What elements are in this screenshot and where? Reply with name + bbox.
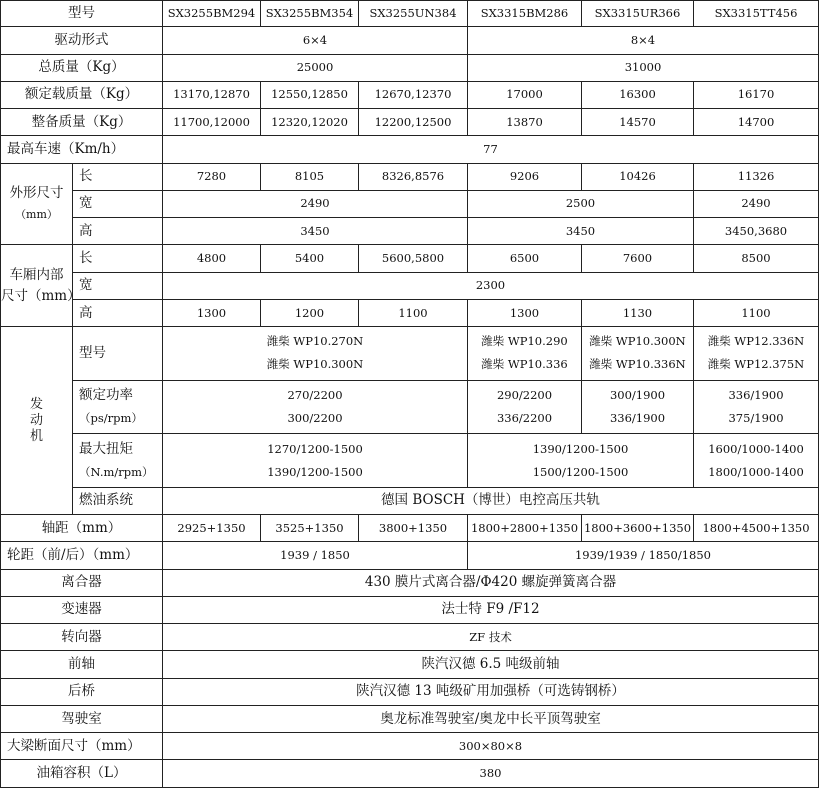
cell-value: 8326,8576 — [359, 163, 468, 190]
cell-value: 2490 — [694, 190, 819, 217]
cell-value: 陕汽汉德 13 吨级矿用加强桥（可选铸钢桥） — [163, 678, 819, 705]
cell-value: 3525+1350 — [261, 515, 359, 542]
cell-value: 5600,5800 — [359, 245, 468, 272]
cell-value: 3450,3680 — [694, 218, 819, 245]
header-row — [1, 1, 819, 27]
cell-value: 1270/1200-1500 1390/1200-1500 — [163, 434, 468, 488]
sub-label: 最大扭矩 （N.m/rpm） — [73, 434, 163, 488]
cell-value: 1200 — [261, 299, 359, 326]
fuel-tank-row — [1, 760, 819, 788]
cab-row — [1, 705, 819, 732]
cell-value: 14700 — [694, 109, 819, 136]
sub-label: 宽 — [73, 190, 163, 217]
cell-value: 1800+4500+1350 — [694, 515, 819, 542]
cell-value: 6500 — [468, 245, 582, 272]
frame-row — [1, 733, 819, 760]
rear-axle-row — [1, 678, 819, 705]
cell-value: 16300 — [582, 81, 694, 108]
cell-value: 1600/1000-1400 1800/1000-1400 — [694, 434, 819, 488]
row-label: 离合器 — [1, 569, 163, 596]
cell-value: 380 — [163, 760, 819, 788]
cell-value: 潍柴 WP10.270N 潍柴 WP10.300N — [163, 327, 468, 381]
row-label: 前轴 — [1, 651, 163, 678]
cell-value: 17000 — [468, 81, 582, 108]
cell-value: 11700,12000 — [163, 109, 261, 136]
cell-value: 6×4 — [163, 27, 468, 54]
box-dims-label: 车厢内部 尺寸（mm） — [1, 245, 73, 327]
cell-value: 3800+1350 — [359, 515, 468, 542]
row-label: 后桥 — [1, 678, 163, 705]
cell-value: 1800+2800+1350 — [468, 515, 582, 542]
cell-value: 12670,12370 — [359, 81, 468, 108]
cell-value: 2500 — [468, 190, 694, 217]
model-name: SX3315BM286 — [468, 1, 582, 27]
row-label: 轮距（前/后）（mm） — [1, 542, 163, 569]
sub-label: 长 — [73, 245, 163, 272]
row-label: 额定载质量（Kg） — [1, 81, 163, 108]
row-label: 驾驶室 — [1, 705, 163, 732]
cell-value: 300/1900 336/1900 — [582, 380, 694, 434]
cell-value: 14570 — [582, 109, 694, 136]
cell-value: 奥龙标准驾驶室/奥龙中长平顶驾驶室 — [163, 705, 819, 732]
gearbox-row — [1, 596, 819, 623]
cell-value: 1300 — [163, 299, 261, 326]
cell-value: 2925+1350 — [163, 515, 261, 542]
cell-value: 12320,12020 — [261, 109, 359, 136]
drive-row — [1, 27, 819, 54]
cell-value: 31000 — [468, 54, 819, 81]
cell-value: 1100 — [694, 299, 819, 326]
model-name: SX3315UR366 — [582, 1, 694, 27]
cell-value: 潍柴 WP10.290 潍柴 WP10.336 — [468, 327, 582, 381]
rated-load-row — [1, 81, 819, 108]
cell-value: 13870 — [468, 109, 582, 136]
row-label: 驱动形式 — [1, 27, 163, 54]
cell-value: 5400 — [261, 245, 359, 272]
row-label: 转向器 — [1, 624, 163, 651]
row-label: 油箱容积（L） — [1, 760, 163, 788]
outer-width-row — [1, 190, 819, 217]
cell-value: 300×80×8 — [163, 733, 819, 760]
cell-value: 11326 — [694, 163, 819, 190]
cell-value: ZF 技术 — [163, 624, 819, 651]
cell-value: 12550,12850 — [261, 81, 359, 108]
sub-label: 额定功率 （ps/rpm） — [73, 380, 163, 434]
cell-value: 2300 — [163, 272, 819, 299]
sub-label: 型号 — [73, 327, 163, 381]
cell-value: 德国 BOSCH（博世）电控高压共轨 — [163, 487, 819, 514]
cell-value: 1390/1200-1500 1500/1200-1500 — [468, 434, 694, 488]
row-label: 大梁断面尺寸（mm） — [1, 733, 163, 760]
cell-value: 1300 — [468, 299, 582, 326]
cell-value: 8500 — [694, 245, 819, 272]
cell-value: 9206 — [468, 163, 582, 190]
cell-value: 1100 — [359, 299, 468, 326]
row-label: 整备质量（Kg） — [1, 109, 163, 136]
cell-value: 潍柴 WP10.300N 潍柴 WP10.336N — [582, 327, 694, 381]
cell-value: 8105 — [261, 163, 359, 190]
model-name: SX3255BM354 — [261, 1, 359, 27]
clutch-row — [1, 569, 819, 596]
sub-label: 高 — [73, 218, 163, 245]
cell-value: 3450 — [468, 218, 694, 245]
engine-label: 发 动 机 — [1, 327, 73, 515]
cell-value: 7600 — [582, 245, 694, 272]
cell-value: 3450 — [163, 218, 468, 245]
max-speed-row — [1, 136, 819, 163]
sub-label: 燃油系统 — [73, 487, 163, 514]
cell-value: 4800 — [163, 245, 261, 272]
cell-value: 1800+3600+1350 — [582, 515, 694, 542]
cell-value: 1130 — [582, 299, 694, 326]
outer-length-row — [1, 163, 819, 190]
cell-value: 潍柴 WP12.336N 潍柴 WP12.375N — [694, 327, 819, 381]
row-label: 总质量（Kg） — [1, 54, 163, 81]
cell-value: 13170,12870 — [163, 81, 261, 108]
curb-mass-row — [1, 109, 819, 136]
cell-value: 336/1900 375/1900 — [694, 380, 819, 434]
outer-dims-label: 外形尺寸 （mm） — [1, 163, 73, 245]
box-height-row — [1, 299, 819, 326]
track-row — [1, 542, 819, 569]
cell-value: 1939 / 1850 — [163, 542, 468, 569]
row-label: 轴距（mm） — [1, 515, 163, 542]
front-axle-row — [1, 651, 819, 678]
engine-fuel-row — [1, 487, 819, 514]
outer-height-row — [1, 218, 819, 245]
model-name: SX3255BM294 — [163, 1, 261, 27]
cell-value: 16170 — [694, 81, 819, 108]
box-length-row — [1, 245, 819, 272]
cell-value: 8×4 — [468, 27, 819, 54]
model-header-label: 型号 — [1, 1, 163, 27]
cell-value: 1939/1939 / 1850/1850 — [468, 542, 819, 569]
cell-value: 7280 — [163, 163, 261, 190]
model-name: SX3315TT456 — [694, 1, 819, 27]
cell-value: 430 膜片式离合器/Φ420 螺旋弹簧离合器 — [163, 569, 819, 596]
cell-value: 77 — [163, 136, 819, 163]
wheelbase-row — [1, 515, 819, 542]
cell-value: 25000 — [163, 54, 468, 81]
cell-value: 290/2200 336/2200 — [468, 380, 582, 434]
cell-value: 陕汽汉德 6.5 吨级前轴 — [163, 651, 819, 678]
steering-row — [1, 624, 819, 651]
model-name: SX3255UN384 — [359, 1, 468, 27]
row-label: 最高车速（Km/h） — [1, 136, 163, 163]
box-width-row — [1, 272, 819, 299]
sub-label: 高 — [73, 299, 163, 326]
sub-label: 长 — [73, 163, 163, 190]
cell-value: 法士特 F9 /F12 — [163, 596, 819, 623]
engine-torque-row — [1, 434, 819, 488]
engine-power-row — [1, 380, 819, 434]
cell-value: 270/2200 300/2200 — [163, 380, 468, 434]
row-label: 变速器 — [1, 596, 163, 623]
cell-value: 10426 — [582, 163, 694, 190]
gross-mass-row — [1, 54, 819, 81]
sub-label: 宽 — [73, 272, 163, 299]
engine-model-row — [1, 327, 819, 381]
cell-value: 2490 — [163, 190, 468, 217]
cell-value: 12200,12500 — [359, 109, 468, 136]
